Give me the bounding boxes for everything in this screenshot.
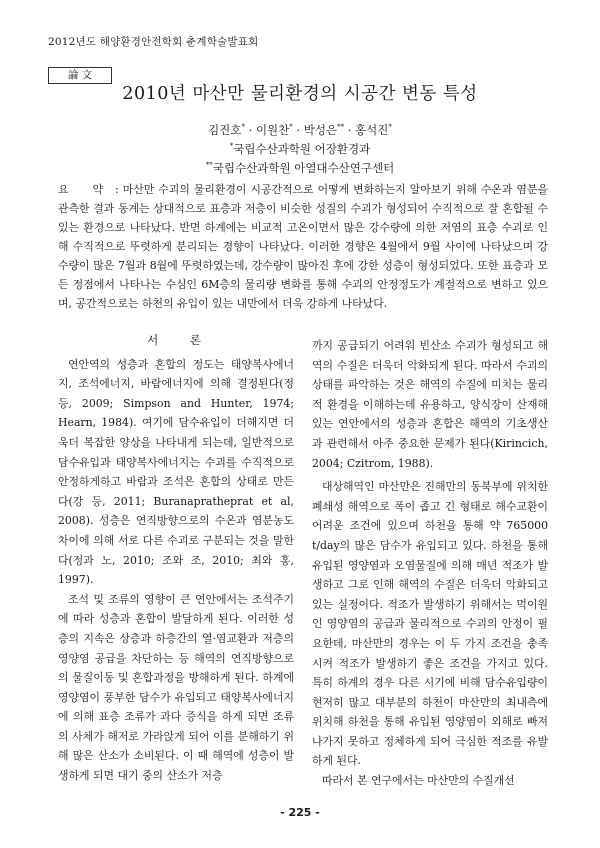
author-list: 김진호* · 이원찬* · 박성은** · 홍석진* xyxy=(208,123,392,137)
paper-title: 2010년 마산만 물리환경의 시공간 변동 특성 xyxy=(122,84,478,104)
body-paragraph: 대상해역인 마산만은 진해만의 동북부에 위치한 폐쇄성 해역으로 폭이 좁고 긴 형태로 해수교환이 어려운 조건에 있으며 하천을 통해 약 765000 t/day의 많은 담수가 유입되고 있다. 하천을 통해 유입된 영양염과 오염물질에 의해 매년 적조가 발생하고 그로 인해 해역의 수질은 더욱더 악화되고 있는 실정이다. 적조가 발생하기 위해서는 먹이원인 영양염의 공급과 물리적으로 수괴의 안정이 필요한데, 마산만의 경우는 이 두 가지 조건을 충족시켜 적조가 발생하기 좋은 조건을 가지고 있다. 특히 하계의 경우 다른 시기에 비해 담수유입량이 현저히 많고 대부분의 하천이 마산만의 최내측에 위치해 하천을 통해 유입된 영양염이 외해로 빠져 나가지 못하고 정체하게 되어 극심한 적조를 유발하게 된다. xyxy=(312,480,548,768)
author-name: 박성은 xyxy=(303,123,338,137)
body-column-right xyxy=(312,336,548,791)
running-head: 2012년도 해양환경안전학회 춘계학술발표회 xyxy=(48,36,259,48)
author-mark: * xyxy=(388,123,392,132)
section-heading: 서 론 xyxy=(147,333,215,347)
affiliation-text: 국립수산과학원 어장환경과 xyxy=(233,142,371,156)
abstract-label: 요 약 xyxy=(58,183,114,196)
affiliation-text: 국립수산과학원 아열대수산연구센터 xyxy=(212,161,395,175)
body-paragraph: 까지 공급되기 어려워 빈산소 수괴가 형성되고 해역의 수질은 더욱더 악화되게 된다. 따라서 수괴의 상태를 파악하는 것은 해역의 수질에 미치는 물리적 환경을 이해하는데 유용하고, 양식장이 산재해 있는 연안에서의 성층과 혼합은 해역의 기초생산과 관련해서 아주 중요한 문제가 된다(Kirincich, 2004; Czitrom, 1988). xyxy=(312,339,548,470)
author-name: 이원찬 xyxy=(255,123,290,137)
author-mark: * xyxy=(289,123,293,132)
affiliation xyxy=(0,160,600,176)
body-column-left xyxy=(58,331,294,786)
page-number: - 225 - xyxy=(280,806,320,819)
affiliation-mark: ** xyxy=(205,161,213,170)
author-mark: ** xyxy=(337,123,345,132)
abstract xyxy=(58,180,548,313)
author-name: 김진호 xyxy=(208,123,242,137)
body-paragraph: 연안역의 성층과 혼합의 정도는 태양복사에너지, 조석에너지, 바람에너지에 의해 결정된다(정 등, 2009; Simpson and Hunter, 1974; Hearn, 1984). 여기에 담수유입이 더해지면 더욱더 복잡한 양상을 나타내게 되는데, 일반적으로 담수유입과 태양복사에너지는 수괴를 수직적으로 안정하게하고 바람과 조석은 혼합의 상태로 만든다(강 등, 2011; Buranapratheprat et al, 2008). 성층은 연직방향으로의 수온과 염분농도 차이에 의해 서로 다른 수괴로 구분되는 것을 말한다(정과 노, 2010; 조와 조, 2010; 최와 홍, 1997). xyxy=(58,357,294,587)
section-tag: 論 文 xyxy=(48,67,112,84)
abstract-text: : 마산만 수괴의 물리환경이 시공간적으로 어떻게 변화하는지 알아보기 위해 수온과 염분을 관측한 결과 동계는 상대적으로 표층과 저층이 비슷한 성질의 수괴가 형성되어 수직적으로 잘 혼합될 수 있는 환경으로 나타났다. 반면 하계에는 비교적 고온이면서 많은 강수량에 의한 저염의 표층 수괴로 인해 수직적으로 뚜렷하게 분리되는 경향이 나타났다. 이러한 경향은 4월에서 9월 사이에 나타났으며 강수량이 많은 7월과 8월에 뚜렷하였는데, 강수량이 많아진 후에 강한 성층이 형성되었다. 또한 표층과 모든 정점에서 나타나는 수심인 6M층의 물리량 변화를 통해 수괴의 안정정도가 계절적으로 변하고 있으며, 공간적으로는 하천의 유입이 있는 내만에서 더욱 강하게 나타났다. xyxy=(58,183,548,310)
affiliation-mark: * xyxy=(229,142,234,151)
author-mark: * xyxy=(241,123,245,132)
affiliation xyxy=(0,141,600,157)
body-paragraph: 따라서 본 연구에서는 마산만의 수질개선 xyxy=(322,774,515,788)
author-name: 홍석진 xyxy=(355,123,389,137)
body-paragraph: 조석 및 조류의 영향이 큰 연안에서는 조석주기에 따라 성층과 혼합이 발달하게 된다. 이러한 성층의 지속은 상층과 하층간의 열·염교환과 저층의 영양염 공급을 차단하는 등 해역의 연직방향으로의 물질이동 및 혼합과정을 방해하게 된다. 하계에 영양염이 풍부한 담수가 유입되고 태양복사에너지에 의해 표층 조류가 과다 증식을 하게 되면 조류의 사체가 해저로 가라앉게 되어 이를 분해하기 위해 많은 산소가 소비된다. 이 때 해역에 성층이 발생하게 되면 대기 중의 산소가 저층 xyxy=(58,592,294,783)
